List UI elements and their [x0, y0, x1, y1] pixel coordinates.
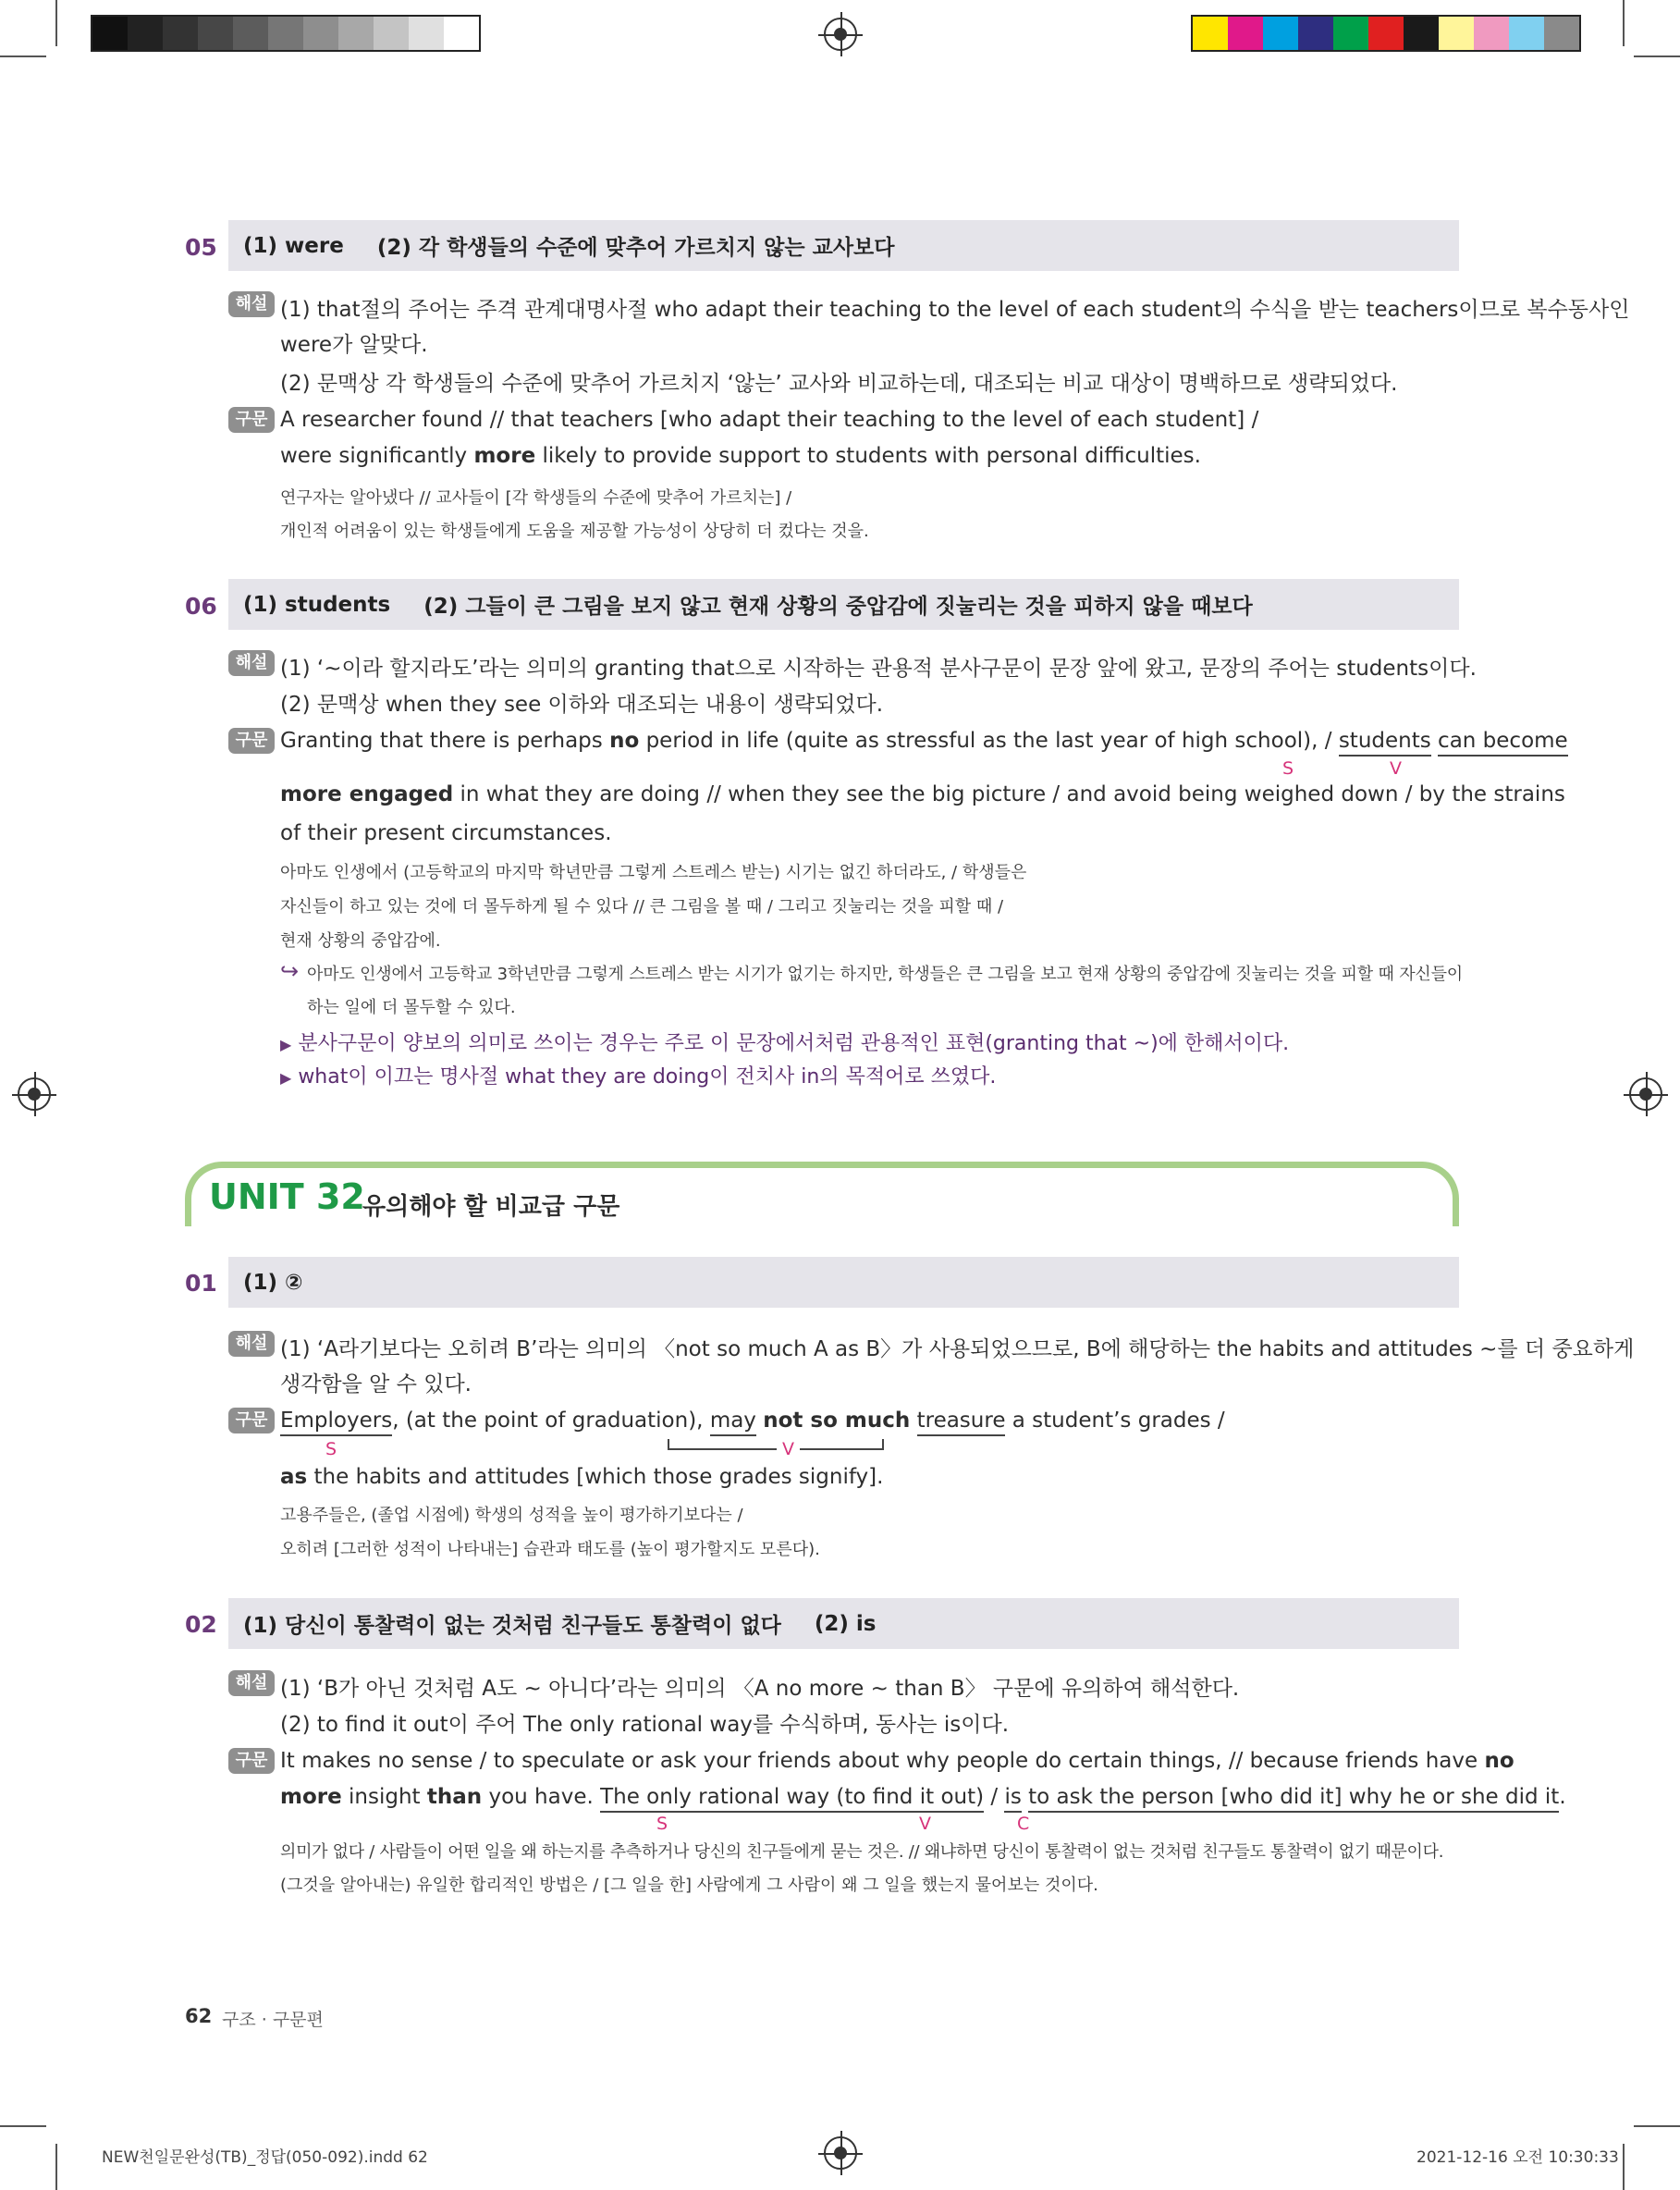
structure-tag: 구문 — [228, 1408, 275, 1433]
text-run: you have. — [482, 1785, 601, 1809]
bold-word: more — [473, 444, 536, 468]
text-run: the habits and attitudes [which those grades signify]. — [307, 1465, 884, 1489]
explanation-line: (1) ‘B가 아닌 것처럼 A도 ~ 아니다’라는 의미의 〈A no more ~ than B〉 구문에 유의하여 해석한다. — [280, 1677, 1240, 1701]
explanation-line: (2) 문맥상 when they see 이하와 대조되는 내용이 생략되었다. — [280, 693, 884, 717]
registration-mark-icon — [18, 1077, 51, 1111]
text-run: insight — [341, 1785, 427, 1809]
answer-bar — [228, 1598, 1459, 1649]
point-line — [280, 1061, 996, 1089]
section-name: 구조 · 구문편 — [222, 2010, 324, 2030]
explanation-line: were가 알맞다. — [280, 333, 428, 357]
english-sentence — [280, 1409, 1225, 1433]
return-arrow-icon: ↪ — [280, 958, 300, 984]
answer-1: (1) were — [243, 233, 344, 258]
english-sentence — [280, 1465, 883, 1489]
english-sentence — [280, 729, 1568, 753]
english-sentence — [280, 444, 1201, 468]
registration-mark-icon — [824, 18, 857, 51]
triangle-bullet-icon: ▶ — [280, 1036, 292, 1053]
text-run: in what they are doing // when they see the big picture / and avoid being weighed down / by the strains — [453, 782, 1565, 806]
english-sentence: of their present circumstances. — [280, 821, 612, 845]
bold-word: no — [1484, 1749, 1514, 1773]
korean-translation: 개인적 어려움이 있는 학생들에게 도움을 제공할 가능성이 상당히 더 컸다는 것을. — [280, 522, 869, 541]
verb-label: V — [777, 1439, 800, 1459]
english-sentence — [280, 1749, 1514, 1773]
text-run — [1431, 729, 1438, 753]
crop-mark — [55, 0, 57, 46]
bold-word: as — [280, 1465, 308, 1489]
answer-2: (2) is — [814, 1611, 877, 1636]
free-translation: 아마도 인생에서 고등학교 3학년만큼 그렇게 스트레스 받는 시기가 없기는 하지만, 학생들은 큰 그림을 보고 현재 상황의 중압감에 짓눌리는 것을 피할 때 자신들이 — [307, 965, 1463, 984]
page-number: 62 — [185, 2005, 213, 2027]
structure-tag: 구문 — [228, 728, 275, 754]
text-run: It makes no sense / to speculate or ask your friends about why people do certain things, // because friends have — [280, 1749, 1485, 1773]
crop-mark — [0, 2125, 46, 2127]
triangle-bullet-icon: ▶ — [280, 1069, 292, 1087]
bold-word: not so much — [763, 1409, 911, 1433]
verb-label: V — [1390, 758, 1402, 779]
crop-mark — [55, 2144, 57, 2190]
verb-label: V — [919, 1814, 931, 1834]
point-text: 분사구문이 양보의 의미로 쓰이는 경우는 주로 이 문장에서처럼 관용적인 표현(granting that ~)에 한해서이다. — [298, 1032, 1290, 1055]
explanation-line: (1) ‘A라기보다는 오히려 B’라는 의미의 〈not so much A as B〉가 사용되었으므로, B에 해당하는 the habits and attitudes ~를 더 중요하게 — [280, 1337, 1635, 1361]
korean-translation: 오히려 [그러한 성적이 나타내는] 습관과 태도를 (높이 평가할지도 모른다). — [280, 1540, 820, 1559]
explanation-line: (2) to find it out이 주어 The only rational way를 수식하며, 동사는 is이다. — [280, 1713, 1010, 1737]
text-run: Granting that there is perhaps — [280, 729, 610, 753]
bold-word: no — [609, 729, 640, 753]
verb-underline: treasure — [917, 1409, 1006, 1436]
color-bar — [1191, 15, 1581, 52]
question-number: 06 — [185, 593, 217, 620]
point-text: what이 이끄는 명사절 what they are doing이 전치사 in의 목적어로 쓰였다. — [298, 1065, 997, 1089]
crop-mark — [1634, 55, 1680, 57]
korean-translation: 고용주들은, (졸업 시점에) 학생의 성적을 높이 평가하기보다는 / — [280, 1506, 743, 1525]
korean-translation: 아마도 인생에서 (고등학교의 마지막 학년만큼 그렇게 스트레스 받는) 시기는 없긴 하더라도, / 학생들은 — [280, 863, 1027, 882]
answer-2: (2) 그들이 큰 그림을 보지 않고 현재 상황의 중압감에 짓눌리는 것을 피하지 않을 때보다 — [423, 595, 1253, 619]
bold-word: more engaged — [280, 782, 454, 806]
complement-underline: to ask the person [who did it] why he or she did it — [1028, 1785, 1559, 1813]
crop-mark — [1623, 0, 1625, 46]
answer-2: (2) 각 학생들의 수준에 맞추어 가르치지 않는 교사보다 — [376, 236, 895, 260]
english-sentence — [280, 1785, 1566, 1809]
answer-1: (1) students — [243, 592, 391, 617]
registration-mark-icon — [1629, 1077, 1662, 1111]
question-number: 05 — [185, 234, 217, 261]
answer-bar — [228, 220, 1459, 271]
explanation-tag: 해설 — [228, 291, 275, 317]
answer-bar — [228, 1257, 1459, 1308]
text-run — [910, 1409, 916, 1433]
structure-tag: 구문 — [228, 407, 275, 433]
text-run: . — [1559, 1785, 1566, 1809]
answer-1: (1) ② — [243, 1270, 303, 1295]
crop-mark — [1623, 2144, 1625, 2190]
verb-underline: may — [710, 1409, 756, 1436]
text-run: likely to provide support to students with personal difficulties. — [535, 444, 1201, 468]
korean-translation: (그것을 알아내는) 유일한 합리적인 방법은 / [그 일을 한] 사람에게 그 사람이 왜 그 일을 했는지 물어보는 것이다. — [280, 1876, 1098, 1895]
question-number: 01 — [185, 1270, 217, 1297]
date-slug: 2021-12-16 오전 10:30:33 — [1416, 2148, 1619, 2167]
complement-label: C — [1017, 1814, 1030, 1834]
answer-1: (1) 당신이 통찰력이 없는 것처럼 친구들도 통찰력이 없다 — [243, 1614, 781, 1638]
bold-word: than — [426, 1785, 483, 1809]
grayscale-bar — [91, 15, 481, 52]
korean-translation: 연구자는 알아냈다 // 교사들이 [각 학생들의 수준에 맞추어 가르치는] / — [280, 488, 792, 508]
subject-underline: Employers — [280, 1409, 392, 1436]
explanation-line: 생각함을 알 수 있다. — [280, 1372, 472, 1396]
explanation-tag: 해설 — [228, 650, 275, 676]
verb-underline: can become — [1438, 729, 1568, 757]
explanation-tag: 해설 — [228, 1331, 275, 1357]
korean-translation: 의미가 없다 / 사람들이 어떤 일을 왜 하는지를 추측하거나 당신의 친구들에게 묻는 것은. // 왜냐하면 당신이 통찰력이 없는 것처럼 친구들도 통찰력이 없기 때문이다. — [280, 1842, 1444, 1862]
explanation-line: (2) 문맥상 각 학생들의 수준에 맞추어 가르치지 ‘않는’ 교사와 비교하는데, 대조되는 비교 대상이 명백하므로 생략되었다. — [280, 372, 1398, 396]
subject-label: S — [325, 1439, 337, 1459]
free-translation: 하는 일에 더 몰두할 수 있다. — [307, 998, 516, 1017]
explanation-tag: 해설 — [228, 1670, 275, 1696]
verb-bracket — [668, 1439, 884, 1450]
answer-bar — [228, 579, 1459, 630]
bold-word: more — [280, 1785, 342, 1809]
subject-underline: students — [1339, 729, 1431, 757]
unit-title: UNIT 32 — [209, 1176, 365, 1217]
text-run: , (at the point of graduation), — [392, 1409, 710, 1433]
subject-underline: The only rational way (to find it out) — [600, 1785, 984, 1813]
explanation-line: (1) ‘~이라 할지라도’라는 의미의 granting that으로 시작하는 관용적 분사구문이 문장 앞에 왔고, 문장의 주어는 students이다. — [280, 657, 1477, 681]
point-line — [280, 1027, 1289, 1056]
question-number: 02 — [185, 1611, 217, 1638]
verb-underline: is — [1004, 1785, 1021, 1813]
text-run: were significantly — [280, 444, 474, 468]
crop-mark — [1634, 2125, 1680, 2127]
korean-translation: 현재 상황의 중압감에. — [280, 931, 441, 951]
file-slug: NEW천일문완성(TB)_정답(050-092).indd 62 — [102, 2148, 428, 2167]
english-sentence — [280, 782, 1565, 806]
subject-label: S — [656, 1814, 668, 1834]
text-run: a student’s grades / — [1005, 1409, 1225, 1433]
unit-subtitle: 유의해야 할 비교급 구문 — [362, 1193, 620, 1221]
crop-mark — [0, 55, 46, 57]
explanation-line: (1) that절의 주어는 주격 관계대명사절 who adapt their teaching to the level of each student의 수식을 받는 teachers이므로 복수동사인 — [280, 298, 1630, 322]
text-run: / — [984, 1785, 1005, 1809]
korean-translation: 자신들이 하고 있는 것에 더 몰두하게 될 수 있다 // 큰 그림을 볼 때 / 그리고 짓눌리는 것을 피할 때 / — [280, 897, 1004, 917]
english-sentence: A researcher found // that teachers [who adapt their teaching to the level of each student] / — [280, 408, 1259, 432]
subject-label: S — [1282, 758, 1294, 779]
text-run: period in life (quite as stressful as the last year of high school), / — [639, 729, 1339, 753]
structure-tag: 구문 — [228, 1748, 275, 1774]
registration-mark-icon — [824, 2136, 857, 2170]
